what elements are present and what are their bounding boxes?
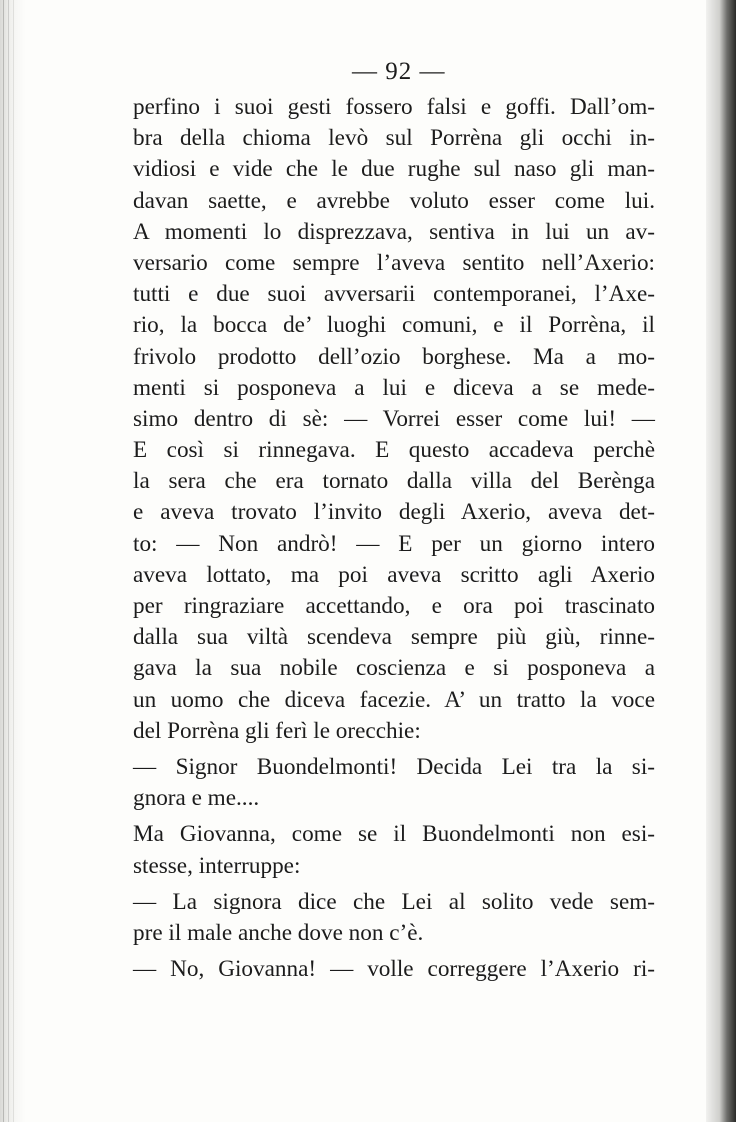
binding-gutter xyxy=(0,0,26,1122)
text-line: — No, Giovanna! — volle correggere l’Axerio ri- xyxy=(133,956,655,983)
text-line: vidiosi e vide che le due rughe sul naso gli man- xyxy=(133,156,655,183)
text-line: — La signora dice che Lei al solito vede sem- xyxy=(133,888,655,915)
text-line: rio, la bocca de’ luoghi comuni, e il Porrèna, il xyxy=(133,312,655,339)
page-edge xyxy=(706,0,736,1122)
text-line: to: — Non andrò! — E per un giorno intero xyxy=(133,530,655,557)
text-line: tutti e due suoi avversarii contemporanei, l’Axe- xyxy=(133,281,655,308)
text-line: E così si rinnegava. E questo accadeva perchè xyxy=(133,437,655,464)
text-line: e aveva trovato l’invito degli Axerio, aveva det- xyxy=(133,499,655,526)
text-line: la sera che era tornato dalla villa del Berènga xyxy=(133,468,655,495)
text-line: gava la sua nobile coscienza e si posponeva a xyxy=(133,655,655,682)
text-line: A momenti lo disprezzava, sentiva in lui un av- xyxy=(133,218,655,245)
text-line: dalla sua viltà scendeva sempre più giù, rinne- xyxy=(133,624,655,651)
text-line: aveva lottato, ma poi aveva scritto agli Axerio xyxy=(133,561,655,588)
text-line: del Porrèna gli ferì le orecchie: xyxy=(133,717,421,744)
text-line: bra della chioma levò sul Porrèna gli occhi in- xyxy=(133,125,655,152)
text-line: per ringraziare accettando, e ora poi trascinato xyxy=(133,593,655,619)
text-line: Ma Giovanna, come se il Buondelmonti non esi- xyxy=(133,821,655,848)
gutter-line xyxy=(13,0,14,1122)
text-line: perfino i suoi gesti fossero falsi e goffi. Dall’om- xyxy=(133,94,655,120)
text-line: un uomo che diceva facezie. A’ un tratto la voce xyxy=(133,686,655,713)
gutter-line xyxy=(3,0,4,1122)
text-line: — Signor Buondelmonti! Decida Lei tra la si- xyxy=(133,753,655,780)
text-line: frivolo prodotto dell’ozio borghese. Ma a mo- xyxy=(133,343,655,370)
body-text xyxy=(133,92,655,985)
gutter-line xyxy=(8,0,9,1122)
text-line: davan saette, e avrebbe voluto esser come lui. xyxy=(133,187,655,214)
text-line: stesse, interruppe: xyxy=(133,852,301,879)
text-line: pre il male anche dove non c’è. xyxy=(133,919,424,946)
text-line: gnora e me.... xyxy=(133,785,260,812)
text-line: menti si posponeva a lui e diceva a se mede- xyxy=(133,374,655,401)
text-line: simo dentro di sè: — Vorrei esser come lui! — xyxy=(133,405,655,432)
text-line: versario come sempre l’aveva sentito nell’Axerio: xyxy=(133,249,655,276)
page-number: — 92 — xyxy=(352,58,446,85)
